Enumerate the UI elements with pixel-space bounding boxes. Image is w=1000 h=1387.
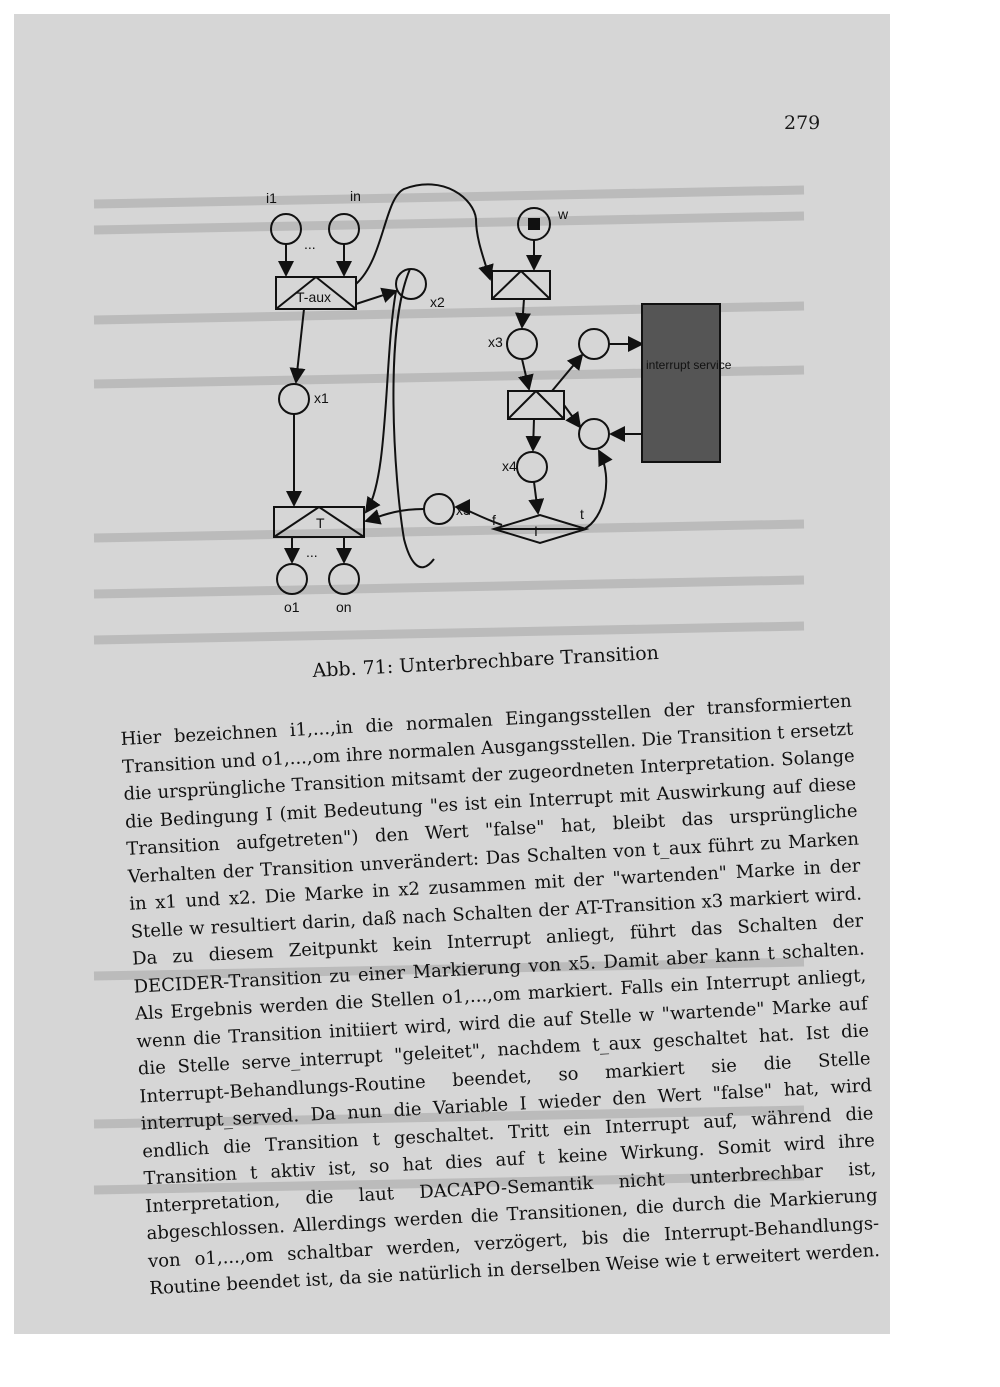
transition-at (492, 271, 550, 299)
body-paragraph: Hier bezeichnen i1,...,in die normalen Eingangsstellen der transformierten Transition und o1,...,om ihre normalen Ausgangsstellen. Die Transition t ersetzt die ursprüngliche Transition mitsamt der zugeordneten Interpretation. Solange die Bedingung I (mit Bedeutung "es ist ein Interrupt mit Auswirkung auf diese Transition aufgetreten") den Wert "false" hat, bleibt das ursprüngliche Verhalten der Transition unverändert: Das Schalten von t_aux führt zu Marken in x1 und x2. Die Marke in x2 zusammen mit der "wartenden" Marke in der Stelle w resultiert darin, daß nach Schalten der AT-Transition x3 markiert wird. Da zu diesem Zeitpunkt kein Interrupt anliegt, führt das Schalten der DECIDER-Transition zu einer Markierung von x5. Damit aber kann t schalten. Als Ergebnis werden die Stellen o1,...,om markiert. Falls ein Interrupt anliegt, wenn die Transition initiiert wird, wird die auf Stelle w "wartende" Marke auf die Stelle serve_interrupt "geleitet", nachdem t_aux geschaltet hat. Ist die Interrupt-Behandlungs-Routine beendet, so markiert sie die Stelle interrupt_served. Da nun die Variable I wieder den Wert "false" hat, wird endlich die Transition t geschaltet. Tritt ein Interrupt auf, während die Transition t aktiv ist, so hat dies auf t keine Wirkung. Somit wird ihre Interpretation, die laut DACAPO-Semantik nicht unterbrechbar ist, abgeschlossen. Allerdings werden die Transitionen, die durch die Markierung von o1,...,om schaltbar werden, verzögert, bis die Interrupt-Behandlungs-Routine beendet ist, da sie natürlich in derselben Weise wie t erweitert werden. (120, 690, 881, 1300)
label-dots-out: ... (306, 544, 318, 560)
place-in (329, 214, 359, 244)
label-on: on (336, 599, 352, 615)
place-on (329, 564, 359, 594)
petri-net-diagram (244, 179, 764, 639)
label-in: in (350, 188, 361, 204)
page-number: 279 (784, 112, 821, 134)
figure-caption: Abb. 71: Unterbrechbare Transition (312, 641, 660, 682)
interrupt-service-box (642, 304, 720, 462)
place-x5 (424, 494, 454, 524)
label-x5: x5 (456, 502, 471, 518)
label-dots-in: ... (304, 236, 316, 252)
place-i1 (271, 214, 301, 244)
place-o1 (277, 564, 307, 594)
label-transition-t: T (316, 515, 325, 531)
label-x1: x1 (314, 390, 329, 406)
place-x3 (507, 329, 537, 359)
label-x4: x4 (502, 458, 517, 474)
place-serve-interrupt (579, 329, 609, 359)
label-t-aux: T-aux (296, 289, 332, 305)
label-x3: x3 (488, 334, 503, 350)
petri-net-figure (244, 179, 764, 639)
label-x2: x2 (430, 294, 445, 310)
label-t: t (580, 506, 584, 522)
token (528, 218, 540, 230)
label-f: f (492, 512, 496, 528)
label-i1: i1 (266, 190, 277, 206)
label-o1: o1 (284, 599, 300, 615)
label-i: I (534, 523, 538, 539)
transition-decider (508, 391, 564, 419)
place-x1 (279, 384, 309, 414)
label-w: w (558, 206, 569, 222)
place-x4 (517, 452, 547, 482)
place-interrupt-served (579, 419, 609, 449)
place-x2 (396, 269, 426, 299)
label-interrupt-service: interrupt service (646, 358, 732, 372)
scanned-page (14, 14, 890, 1334)
